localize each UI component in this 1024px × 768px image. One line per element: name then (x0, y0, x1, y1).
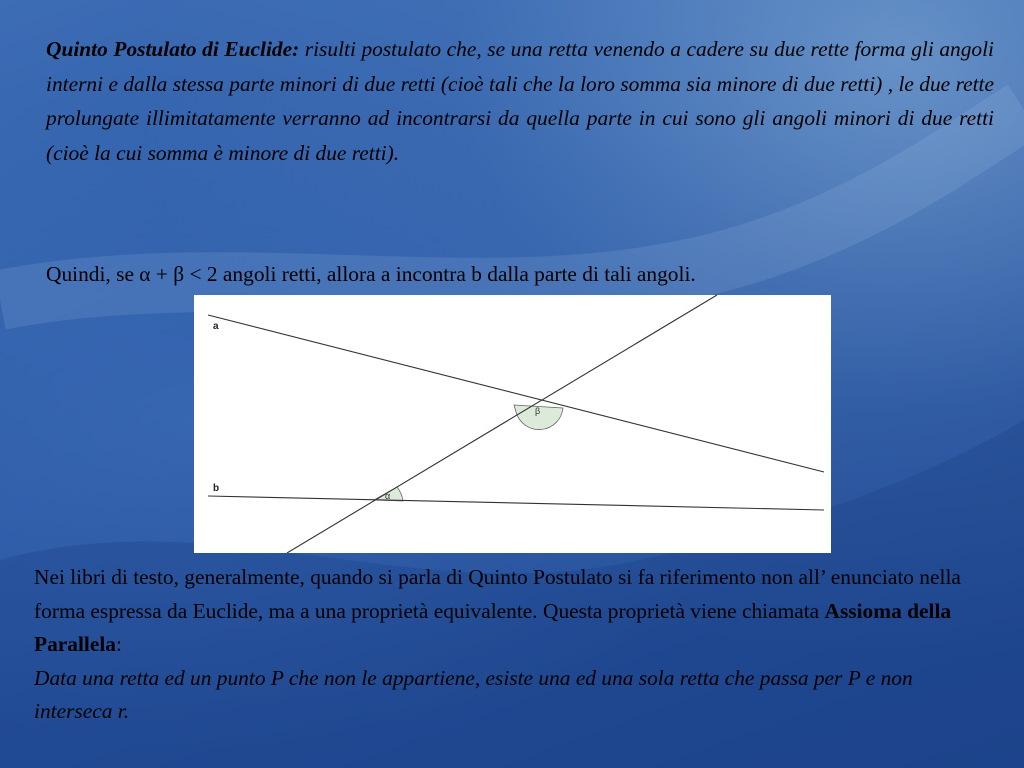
line-a (208, 315, 824, 472)
line-b (208, 496, 824, 510)
postulate-text: risulti postulato che, se una retta venendo a cadere su due rette forma gli angoli interni e dalla stessa parte minori di due retti (cioè tali che la loro somma sia minore di due retti) , le due rette prolungate illimitatamente verranno ad incontrarsi da quella parte in cui sono gli angoli minori di due retti (cioè la cui somma è minore di due retti). (46, 37, 995, 165)
postulate-diagram (194, 295, 831, 553)
postulate-paragraph (46, 32, 994, 170)
axiom-statement: Data una retta ed un punto P che non le appartiene, esiste una ed una sola retta che passa per P e non interseca r. (34, 665, 913, 724)
line-b-label: b (213, 483, 220, 494)
consequence-paragraph: Quindi, se α + β < 2 angoli retti, allora a incontra b dalla parte di tali angoli. (46, 262, 696, 286)
postulate-diagram-svg (194, 295, 831, 553)
line-a-label: a (213, 321, 219, 332)
textbooks-paragraph (34, 561, 994, 729)
textbooks-intro: Nei libri di testo, generalmente, quando si parla di Quinto Postulato si fa riferimento non all’ enunciato nella forma espressa da Euclide, ma a una proprietà equivalente. Questa proprietà viene chiamata (34, 565, 961, 623)
angle-beta-label: β (535, 406, 541, 416)
transversal-line (287, 295, 717, 553)
axiom-colon: : (115, 632, 122, 657)
axiom-name: Assioma della Parallela (34, 598, 952, 657)
angle-alpha-label: α (385, 491, 391, 501)
postulate-title: Quinto Postulato di Euclide: (46, 37, 300, 61)
